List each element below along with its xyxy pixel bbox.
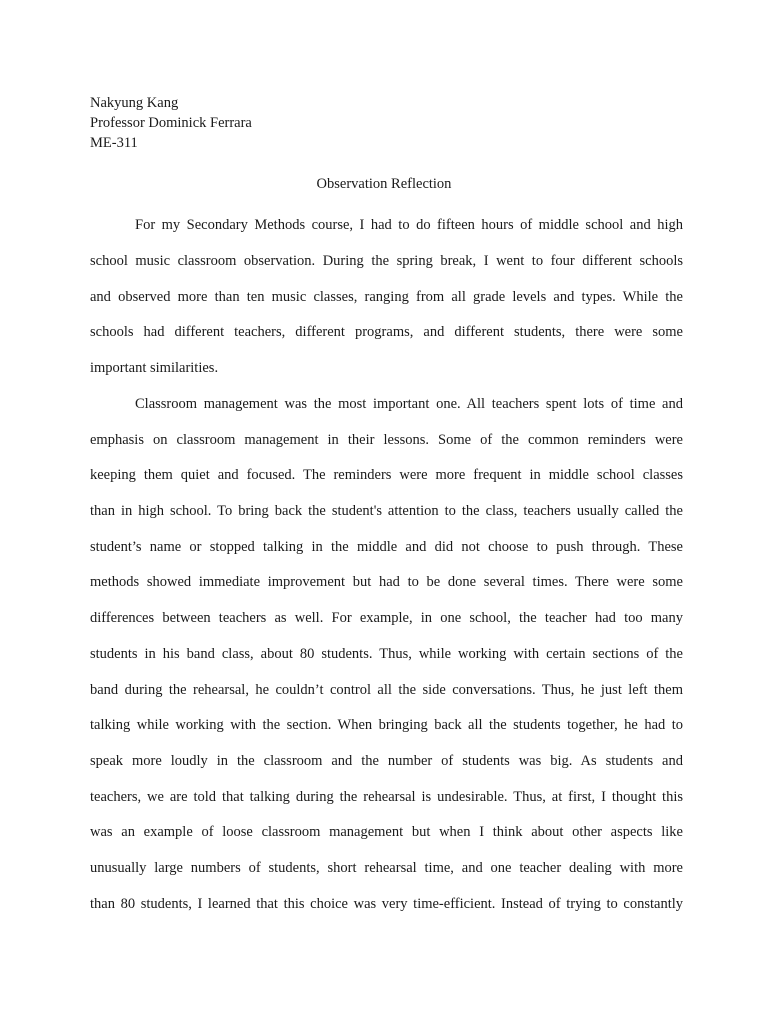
paragraph-line: and observed more than ten music classes, ranging from all grade levels and types. While the: [90, 289, 683, 305]
paragraph-line: students in his band class, about 80 students. Thus, while working with certain sections of the: [90, 646, 683, 662]
paragraph-line: than in high school. To bring back the student's attention to the class, teachers usually called the: [90, 503, 683, 519]
paragraph-line: than 80 students, I learned that this choice was very time-efficient. Instead of trying to constantly: [90, 896, 683, 912]
paragraph-line: keeping them quiet and focused. The reminders were more frequent in middle school classes: [90, 467, 683, 483]
paragraph-line: important similarities.: [90, 360, 219, 376]
paragraph-line: student’s name or stopped talking in the middle and did not choose to push through. These: [90, 539, 683, 555]
paragraph-line: band during the rehearsal, he couldn’t control all the side conversations. Thus, he just left them: [90, 682, 683, 698]
paragraph-line: differences between teachers as well. For example, in one school, the teacher had too many: [90, 610, 683, 626]
paragraph-line: schools had different teachers, different programs, and different students, there were some: [90, 324, 683, 340]
paragraph-line: methods showed immediate improvement but had to be done several times. There were some: [90, 574, 683, 590]
paragraph-line: school music classroom observation. During the spring break, I went to four different schools: [90, 253, 683, 269]
professor-name: Professor Dominick Ferrara: [90, 115, 252, 131]
paragraph-line: talking while working with the section. When bringing back all the students together, he had to: [90, 717, 683, 733]
course-code: ME-311: [90, 135, 138, 151]
paragraph-line: teachers, we are told that talking during the rehearsal is undesirable. Thus, at first, I thought this: [90, 789, 683, 805]
author-name: Nakyung Kang: [90, 95, 179, 111]
document-title: Observation Reflection: [316, 176, 452, 192]
paragraph-line: unusually large numbers of students, short rehearsal time, and one teacher dealing with more: [90, 860, 683, 876]
paragraph-line: speak more loudly in the classroom and the number of students was big. As students and: [90, 753, 683, 769]
paragraph-line: Classroom management was the most important one. All teachers spent lots of time and: [135, 396, 683, 412]
paragraph-line: For my Secondary Methods course, I had to do fifteen hours of middle school and high: [135, 217, 683, 233]
paragraph-line: emphasis on classroom management in their lessons. Some of the common reminders were: [90, 432, 683, 448]
paragraph-line: was an example of loose classroom management but when I think about other aspects like: [90, 824, 683, 840]
